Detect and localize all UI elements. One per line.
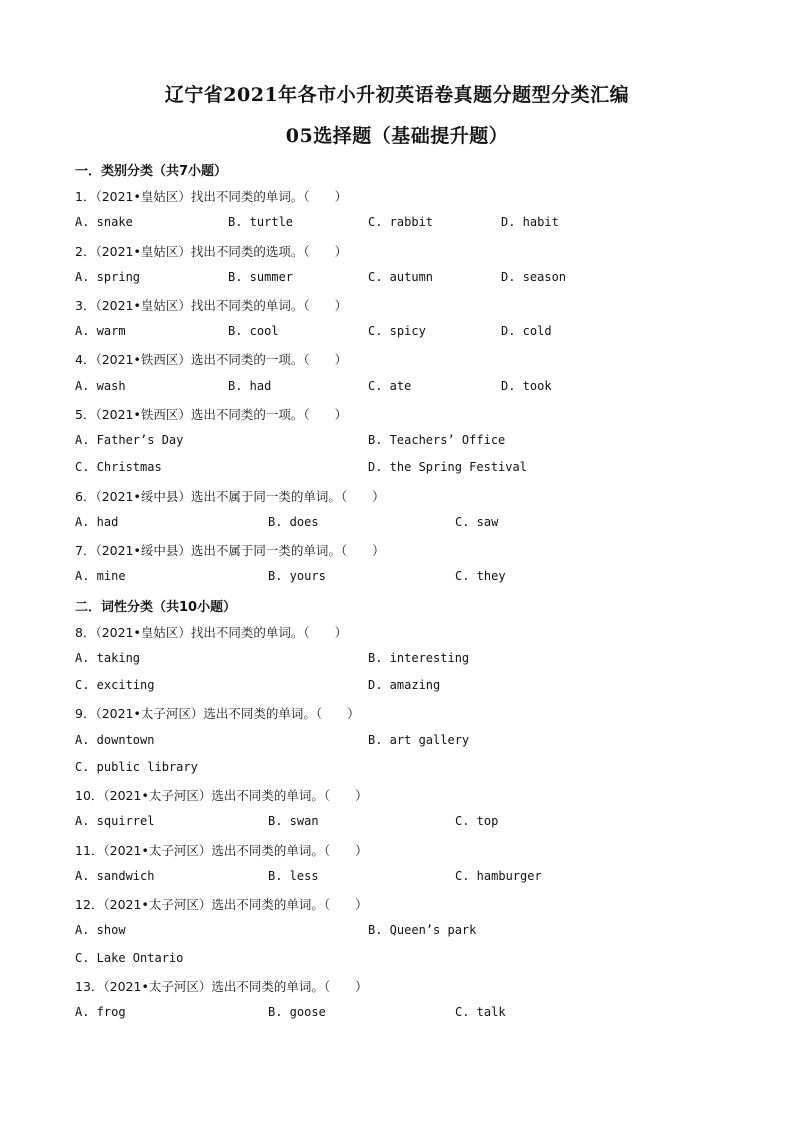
question-stem: 9．（2021•太子河区）选出不同类的单词。（ ） — [75, 706, 360, 721]
option: C. exciting — [75, 678, 155, 692]
option: D. season — [501, 270, 567, 284]
option: B. yours — [268, 569, 326, 583]
question-stem: 3．（2021•皇姑区）找出不同类的单词。（ ） — [75, 298, 348, 313]
option: B. art gallery — [368, 733, 470, 747]
option: B. Queen’s park — [368, 923, 477, 937]
section-heading-part-of-speech: 二．词性分类（共10小题） — [75, 600, 237, 615]
option: A. snake — [75, 215, 133, 229]
option: A. taking — [75, 651, 141, 665]
option: C. spicy — [368, 324, 426, 338]
option: C. top — [455, 814, 499, 828]
question-stem: 4．（2021•铁西区）选出不同类的一项。（ ） — [75, 352, 348, 367]
question-stem: 6．（2021•绥中县）选出不属于同一类的单词。（ ） — [75, 489, 385, 504]
option: A. warm — [75, 324, 126, 338]
question-stem: 8．（2021•皇姑区）找出不同类的单词。（ ） — [75, 625, 348, 640]
option: B. goose — [268, 1005, 326, 1019]
option: A. wash — [75, 379, 126, 393]
option: A. mine — [75, 569, 126, 583]
option: C. hamburger — [455, 869, 542, 883]
option: C. Lake Ontario — [75, 951, 184, 965]
question-stem: 10．（2021•太子河区）选出不同类的单词。（ ） — [75, 788, 368, 803]
question-stem: 11．（2021•太子河区）选出不同类的单词。（ ） — [75, 843, 368, 858]
option: B. interesting — [368, 651, 470, 665]
option: A. frog — [75, 1005, 126, 1019]
option: C. they — [455, 569, 506, 583]
option: B. Teachers’ Office — [368, 433, 506, 447]
option: D. cold — [501, 324, 552, 338]
option: C. ate — [368, 379, 412, 393]
question-stem: 2．（2021•皇姑区）找出不同类的选项。（ ） — [75, 244, 348, 259]
option: A. spring — [75, 270, 141, 284]
option: D. amazing — [368, 678, 441, 692]
option: A. had — [75, 515, 119, 529]
option: A. sandwich — [75, 869, 155, 883]
option: C. rabbit — [368, 215, 434, 229]
section-heading-category: 一．类别分类（共7小题） — [75, 164, 228, 179]
question-stem: 1．（2021•皇姑区）找出不同类的单词。（ ） — [75, 189, 348, 204]
document-title: 辽宁省2021年各市小升初英语卷真题分题型分类汇编 — [164, 84, 630, 106]
option: C. talk — [455, 1005, 506, 1019]
option: C. Christmas — [75, 460, 162, 474]
option: B. less — [268, 869, 319, 883]
option: C. saw — [455, 515, 499, 529]
option: D. habit — [501, 215, 559, 229]
option: B. turtle — [228, 215, 294, 229]
option: B. swan — [268, 814, 319, 828]
option: C. autumn — [368, 270, 434, 284]
option: B. summer — [228, 270, 294, 284]
option: A. Father’s Day — [75, 433, 184, 447]
question-stem: 13．（2021•太子河区）选出不同类的单词。（ ） — [75, 979, 368, 994]
option: D. took — [501, 379, 552, 393]
question-stem: 7．（2021•绥中县）选出不属于同一类的单词。（ ） — [75, 543, 385, 558]
option: A. squirrel — [75, 814, 155, 828]
option: B. does — [268, 515, 319, 529]
option: B. cool — [228, 324, 279, 338]
option: A. downtown — [75, 733, 155, 747]
document-subtitle: 05选择题（基础提升题） — [285, 125, 509, 147]
option: C. public library — [75, 760, 198, 774]
option: B. had — [228, 379, 272, 393]
option: A. show — [75, 923, 126, 937]
option: D. the Spring Festival — [368, 460, 527, 474]
question-stem: 5．（2021•铁西区）选出不同类的一项。（ ） — [75, 407, 348, 422]
question-stem: 12．（2021•太子河区）选出不同类的单词。（ ） — [75, 897, 368, 912]
